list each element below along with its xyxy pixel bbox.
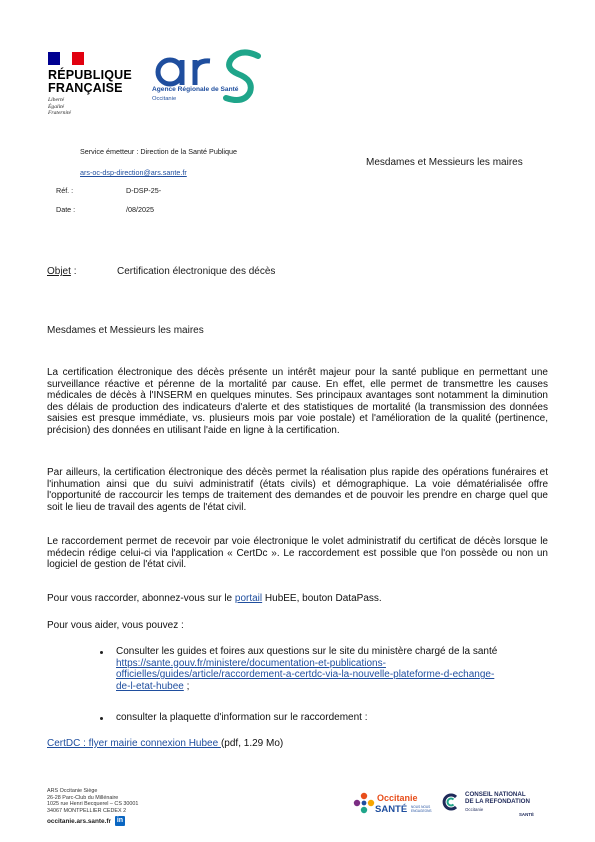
republic-motto: Liberté Égalité Fraternité xyxy=(48,97,71,117)
linkedin-icon[interactable]: in xyxy=(116,817,124,824)
cnr-c-icon xyxy=(441,793,459,811)
ars-tagline: Agence Régionale de Santé xyxy=(152,86,239,93)
ref-label: Réf. : xyxy=(56,186,74,195)
marianne-logo-block xyxy=(48,52,132,117)
recipient: Mesdames et Messieurs les maires xyxy=(366,157,523,168)
subject-label: Objet xyxy=(47,266,71,277)
cnr-logo: CONSEIL NATIONAL DE LA REFONDATION Occitanie SANTÉ xyxy=(441,792,551,822)
bullet-guides: Consulter les guides et foires aux questions sur le site du ministère chargé de la santé https://sante.gouv.fr/ministere/documentation-et-publications- officielles/guides/article/raccordement-a-certdc-via-la-nouvelle-plateforme-d-echange- de-l-etat-hubee ; xyxy=(116,646,548,692)
bullet-plaquette: consulter la plaquette d'information sur le raccordement : xyxy=(116,712,368,723)
ars-region: Occitanie xyxy=(152,96,177,102)
sender-service: Service émetteur : Direction de la Santé Publique xyxy=(80,147,238,156)
paragraph-1: La certification électronique des décès présente un intérêt majeur pour la santé publique en permettant une surveillance réactive et pérenne de la mortalité par cause. En effet, elle permet de transmettre les causes médicales de décès à l'INSERM en quelques minutes. Ses principaux avantages sont notamment la diminution des délais de production des indicateurs d'alerte et des statistiques de mortalité (la transmission des données saisies est presque immédiate, vs. plusieurs mois par voie postale) et l'amélioration de la qualité (pertinence, précision) des données en utilisant l'aide en ligne à la certification. xyxy=(47,367,548,436)
occitanie-sante-logo: Occitanie SANTÉ NOUS NOUS ENGAGEONS xyxy=(353,790,433,826)
portail-link[interactable]: portail xyxy=(234,593,263,604)
footer-website xyxy=(47,816,125,826)
paragraph-3: Le raccordement permet de recevoir par voie électronique le volet administratif du certificat de décès lorsque le médecin rédige celui-ci via l'application « CertDc ». Le raccordement est possible que l'on possède ou non un logiciel de gestion de l'état civil. xyxy=(47,536,548,571)
date-label: Date : xyxy=(56,205,76,214)
date-value: /08/2025 xyxy=(126,205,154,214)
republique-francaise-title: RÉPUBLIQUE FRANÇAISE xyxy=(48,68,132,95)
website-link[interactable]: occitanie.ars.sante.fr xyxy=(47,817,111,825)
bullet-dot-icon xyxy=(100,651,103,654)
subject-line xyxy=(47,266,76,277)
footer-address: ARS Occitanie Siège 26-28 Parc-Club du Millénaire 1025 rue Henri Becquerel – CS 30001 34067 MONTPELLIER CEDEX 2 xyxy=(47,788,139,814)
guides-url-link[interactable]: https://sante.gouv.fr/ministere/documentation-et-publications- officielles/guides/article/raccordement-a-certdc-via-la-nouvelle-plateforme-d-echange- de-l-etat-hubee ; xyxy=(116,657,495,692)
subscribe-line: Pour vous raccorder, abonnez-vous sur le portail HubEE, bouton DataPass. xyxy=(47,593,382,604)
bullet-dot-icon xyxy=(100,717,103,720)
help-intro: Pour vous aider, vous pouvez : xyxy=(47,620,184,631)
sender-email-link[interactable]: ars-oc-dsp-direction@ars.sante.fr xyxy=(80,168,187,177)
ars-logo-icon xyxy=(150,44,270,114)
subject-colon: : xyxy=(73,266,77,277)
ref-value: D-DSP-25- xyxy=(126,186,162,195)
flyer-download-link[interactable]: CertDC : flyer mairie connexion Hubee xyxy=(47,738,221,749)
salutation: Mesdames et Messieurs les maires xyxy=(47,325,204,336)
attachment-line: CertDC : flyer mairie connexion Hubee (pdf, 1.29 Mo) xyxy=(47,738,284,749)
ars-logo xyxy=(150,44,270,114)
subject-text: Certification électronique des décès xyxy=(117,266,276,277)
paragraph-2: Par ailleurs, la certification électronique des décès permet la réalisation plus rapide des opérations funéraires et l'inhumation ainsi que du suivi administratif (états civils) et démographique. La voie dématérialisée offre l'opportunité de raccourcir les temps de traitement des demandes et de pouvoir les prendre en charge quel que soit le lieu de travail des agents de l'état civil. xyxy=(47,467,548,513)
occitanie-cross-icon xyxy=(353,792,375,814)
french-flag-icon xyxy=(48,52,84,65)
